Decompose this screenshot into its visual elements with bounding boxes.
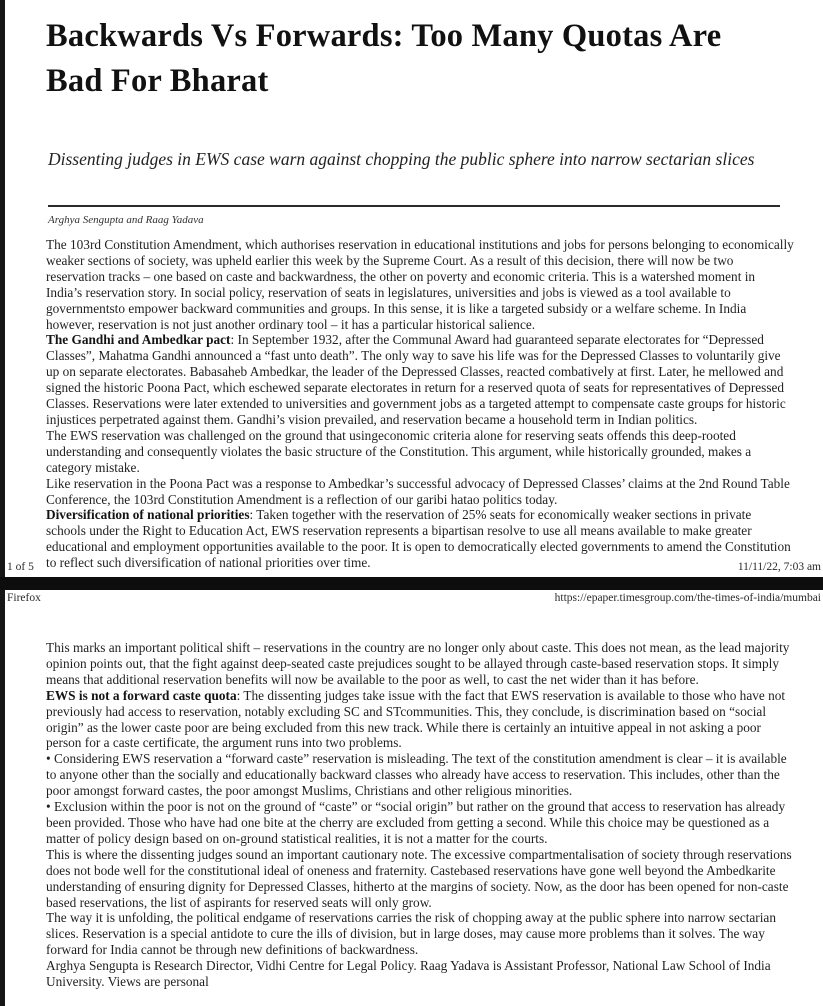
paragraph-lead: EWS is not a forward caste quota <box>46 687 237 703</box>
paragraph <box>46 237 794 332</box>
paragraph <box>46 332 794 427</box>
page-2 <box>0 591 823 1006</box>
paragraph-lead: Diversification of national priorities <box>46 507 250 523</box>
page-separator-bar <box>0 577 823 590</box>
paragraph-text: : In September 1932, after the Communal Award had guaranteed separate electorates for “Depressed Classes”, Mahatma Gandhi announced a “fast unto death”. The only way to save his life was for the Depressed Classes to voluntarily give up on separate electorates. Babasaheb Ambedkar, the leader of the Depressed Classes, reacted combatively at first. Later, he mellowed and signed the historic Poona Pact, which eschewed separate electorates in return for a reserved quota of seats for representatives of Depressed Classes. Reservations were later extended to universities and government jobs as a targeted attempt to compensate caste groups for historic injustices perpetrated against them. Gandhi’s vision prevailed, and reservation became a household term in Indian politics. <box>46 332 786 427</box>
article-subtitle: Dissenting judges in EWS case warn against chopping the public sphere into narrow sectarian slices <box>48 149 755 169</box>
paragraph-lead: The Gandhi and Ambedkar pact <box>46 332 231 348</box>
left-edge-strip <box>0 0 5 1006</box>
paragraph <box>46 640 794 688</box>
print-footer <box>0 561 823 573</box>
article-body-page-2 <box>46 640 794 990</box>
paragraph-text: The EWS reservation was challenged on the ground that usingeconomic criteria alone for reserving seats offends this deep-rooted understanding and consequently violates the basic structure of the Constitution. This argument, while historically grounded, makes a category mistake. <box>46 427 752 475</box>
author-bio <box>46 958 794 990</box>
paragraph <box>46 428 794 476</box>
paragraph <box>46 688 794 752</box>
article-page-2 <box>0 591 823 990</box>
paragraph-text: The way it is unfolding, the political endgame of reservations carries the risk of chopping away at the public sphere into narrow sectarian slices. Reservation is a special antidote to cure the ills of division, but in large doses, may cause more problems than it solves. The way forward for India cannot be through new definitions of backwardness. <box>46 910 776 958</box>
article-title: Backwards Vs Forwards: Too Many Quotas Are Bad For Bharat <box>46 18 722 99</box>
article-body-page-1 <box>46 237 794 571</box>
print-timestamp: 11/11/22, 7:03 am <box>737 561 821 573</box>
paragraph-text: Like reservation in the Poona Pact was a response to Ambedkar’s successful advocacy of Depressed Classes’ claims at the 2nd Round Table Conference, the 103rd Constitution Amendment is a reflection of our garibi hatao politics today. <box>46 475 790 507</box>
print-header <box>0 592 823 604</box>
page-indicator: 1 of 5 <box>7 561 34 573</box>
browser-name: Firefox <box>7 592 41 604</box>
paragraph-text: • Considering EWS reservation a “forward caste” reservation is misleading. The text of the constitution amendment is clear – it is available to anyone other than the socially and educationally backward classes who already have access to reservation. This includes, other than the poor amongst forward castes, the poor amongst Muslims, Christians and other religious minorities. <box>46 751 787 799</box>
paragraph-text: Arghya Sengupta is Research Director, Vidhi Centre for Legal Policy. Raag Yadava is Assistant Professor, National Law School of India University. Views are personal <box>46 958 771 990</box>
paragraph-text: This is where the dissenting judges sound an important cautionary note. The excessive compartmentalisation of society through reservations does not bode well for the constitutional ideal of oneness and fraternity. Castebased reservations have gone well beyond the Ambedkarite understanding of ensuring dignity for Depressed Classes, hitherto at the margins of society. Now, as the door has been opened for non-caste based reservations, the list of aspirants for reserved seats will only grow. <box>46 846 792 910</box>
bullet-paragraph <box>46 799 794 847</box>
divider-rule <box>48 205 780 207</box>
paragraph <box>46 910 794 958</box>
bullet-paragraph <box>46 751 794 799</box>
paragraph-text: • Exclusion within the poor is not on the ground of “caste” or “social origin” but rather on the ground that access to reservation has already been provided. Those who have had one bite at the cherry are excluded from getting a second. While this choice may be questioned as a matter of policy design based on on-ground statistical realities, it is not a matter for the courts. <box>46 799 786 846</box>
paragraph <box>46 476 794 508</box>
source-url: https://epaper.timesgroup.com/the-times-of-india/mumbai <box>554 592 821 604</box>
paragraph-text: : Taken together with the reservation of 25% seats for economically weaker sections in private schools under the Right to Education Act, EWS reservation represents a bipartisan resolve to use all means available to make greater educational and employment opportunities available to the poor. It is open to democratically elected governments to amend the Constitution to reflect such diversification of national priorities over time. <box>46 507 791 571</box>
paragraph-text: : The dissenting judges take issue with the fact that EWS reservation is available to those who have not previously had access to reservation, notably excluding SC and STcommunities. This, they conclude, is discrimination based on “social origin” as the lower caste poor are being excluded from this new track. While there is certainly an intuitive appeal in not asking a poor person for a caste certificate, the argument runs into two problems. <box>46 687 786 751</box>
paragraph-text: This marks an important political shift – reservations in the country are no longer only about caste. This does not mean, as the lead majority opinion points out, that the fight against deep-seated caste prejudices sought to be allayed through caste-based reservation stops. It simply means that additional reservation benefits will now be available to the poor as well, to cast the net wider than it has before. <box>46 640 790 687</box>
paragraph-text: The 103rd Constitution Amendment, which authorises reservation in educational institutions and jobs for persons belonging to economically weaker sections of society, was upheld earlier this week by the Supreme Court. As a result of this decision, there will now be two reservation tracks – one based on caste and backwardness, the other on poverty and economic criteria. This is a watershed moment in India’s reservation story. In social policy, reservation of seats in legislatures, universities and jobs is viewed as a tool available to governmentsto empower backward communities and groups. In this sense, it is like a targeted subsidy or a welfare scheme. In India however, reservation is not just another ordinary tool – it has a particular historical salience. <box>46 237 794 332</box>
article-byline: Arghya Sengupta and Raag Yadava <box>48 214 204 226</box>
paragraph <box>46 847 794 911</box>
